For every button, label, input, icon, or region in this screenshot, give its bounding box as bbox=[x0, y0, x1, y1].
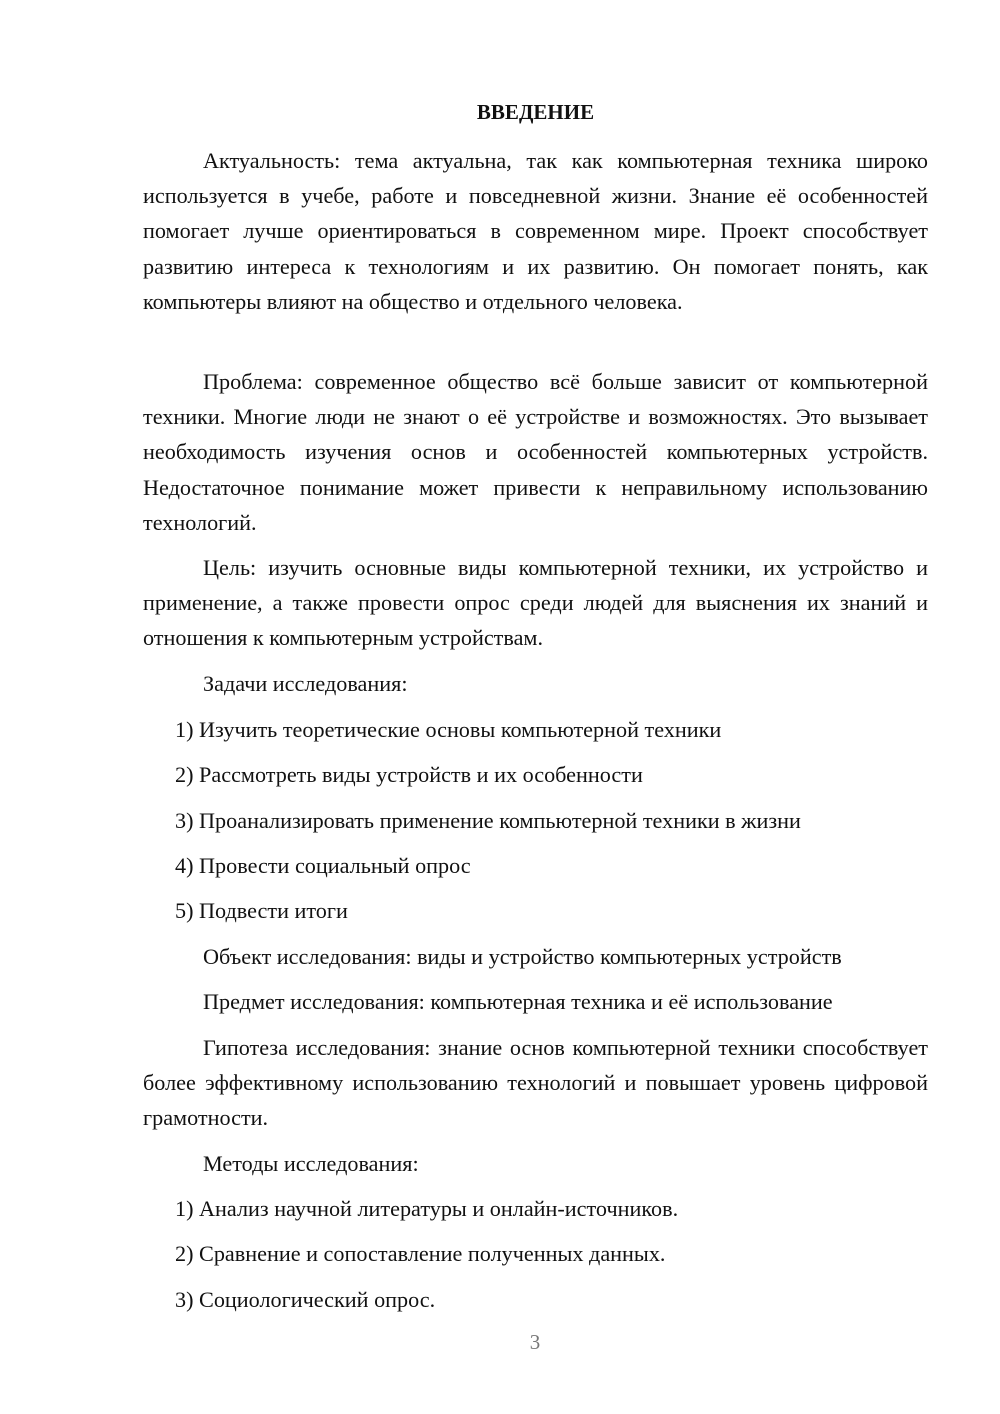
task-item: 4) Провести социальный опрос bbox=[175, 853, 471, 878]
methods-title: Методы исследования: bbox=[203, 1151, 419, 1176]
task-item: 1) Изучить теоретические основы компьютерной техники bbox=[175, 717, 722, 742]
method-item: 2) Сравнение и сопоставление полученных данных. bbox=[175, 1241, 666, 1266]
paragraph-relevance: Актуальность: тема актуальна, так как компьютерная техника широко используется в учебе, работе и повседневной жизни. Знание её особенностей помогает лучше ориентироваться в современном мире. Проект способствует развитию интереса к технологиям и их развитию. Он помогает понять, как компьютеры влияют на общество и отдельного человека. bbox=[143, 148, 928, 314]
method-item: 1) Анализ научной литературы и онлайн-источников. bbox=[175, 1196, 679, 1221]
method-item: 3) Социологический опрос. bbox=[175, 1287, 436, 1312]
page-number: 3 bbox=[529, 1330, 541, 1354]
tasks-title: Задачи исследования: bbox=[203, 671, 408, 696]
paragraph-object: Объект исследования: виды и устройство компьютерных устройств bbox=[203, 944, 842, 969]
task-item: 2) Рассмотреть виды устройств и их особенности bbox=[175, 762, 643, 787]
paragraph-goal: Цель: изучить основные виды компьютерной техники, их устройство и применение, а также провести опрос среди людей для выяснения их знаний и отношения к компьютерным устройствам. bbox=[143, 555, 928, 651]
task-item: 5) Подвести итоги bbox=[175, 898, 348, 923]
paragraph-hypothesis: Гипотеза исследования: знание основ компьютерной техники способствует более эффективному использованию технологий и повышает уровень цифровой грамотности. bbox=[143, 1035, 928, 1131]
paragraph-problem: Проблема: современное общество всё больше зависит от компьютерной техники. Многие люди не знают о её устройстве и возможностях. Это вызывает необходимость изучения основ и особенностей компьютерных устройств. Недостаточное понимание может привести к неправильному использованию технологий. bbox=[143, 369, 928, 535]
task-item: 3) Проанализировать применение компьютерной техники в жизни bbox=[175, 808, 801, 833]
paragraph-subject: Предмет исследования: компьютерная техника и её использование bbox=[203, 989, 833, 1014]
page-title: ВВЕДЕНИЕ bbox=[476, 100, 595, 124]
